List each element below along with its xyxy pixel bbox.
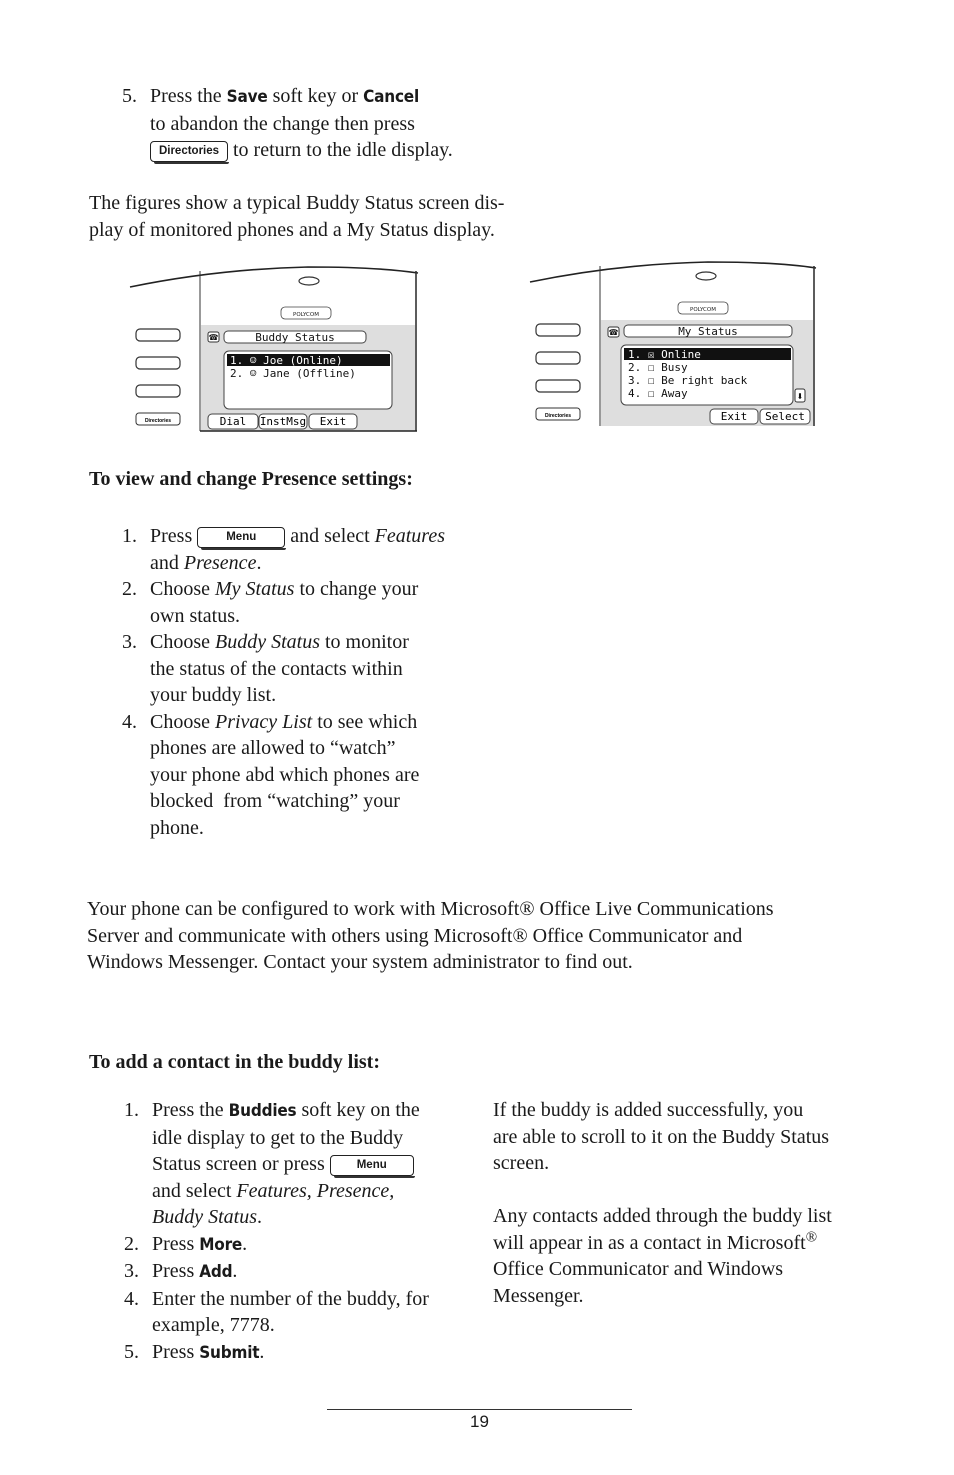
text: Privacy List — [215, 710, 313, 733]
list-item — [122, 629, 482, 656]
list-number: 1. — [124, 1099, 139, 1121]
text: to change your — [294, 578, 419, 600]
directories-key-icon: Directories — [150, 141, 228, 162]
text: Status screen or press — [152, 1153, 330, 1175]
text: Press — [152, 1260, 200, 1282]
list-item — [122, 576, 482, 603]
select-softkey: Select — [765, 410, 805, 423]
more-softkey-label: More — [199, 1234, 243, 1255]
list-number: 5. — [122, 85, 137, 107]
text: Press — [152, 1232, 200, 1255]
text: My Status — [215, 578, 295, 600]
list-item — [124, 1231, 474, 1259]
text: Messenger. — [493, 1284, 584, 1307]
step-5 — [122, 83, 542, 164]
directories-key: Directories — [544, 413, 572, 419]
text: and — [150, 551, 184, 574]
text: Presence — [183, 551, 257, 574]
text: will appear in as a contact in Microsoft — [493, 1231, 806, 1254]
status-row-1: 1. ☒ Online — [628, 348, 701, 361]
scroll-down-icon: ⬇ — [796, 392, 804, 401]
text: . — [256, 551, 262, 574]
list-number: 4. — [124, 1287, 139, 1310]
screen-title: Buddy Status — [255, 331, 335, 344]
microsoft-paragraph — [87, 896, 867, 976]
text: Buddy Status — [152, 1206, 257, 1228]
list-item — [122, 709, 482, 736]
status-row-3: 3. ☐ Be right back — [628, 374, 748, 387]
text: Press — [150, 525, 198, 547]
text: Press the — [150, 85, 227, 107]
text: Any contacts added through the buddy list — [493, 1205, 832, 1227]
status-row-2: 2. ☐ Busy — [628, 361, 688, 374]
text: Office Communicator and Windows — [493, 1258, 784, 1280]
save-softkey-label: Save — [226, 87, 268, 107]
text: are able to scroll to it on the Buddy Status — [493, 1125, 830, 1148]
text: phone. — [150, 816, 204, 839]
text: The figures show a typical Buddy Status screen dis- — [89, 192, 505, 214]
text: Buddy Status — [215, 631, 320, 653]
text: Press the — [152, 1099, 229, 1121]
menu-key-icon: Menu — [330, 1155, 414, 1176]
submit-softkey-label: Submit — [199, 1342, 260, 1363]
text: Choose — [150, 631, 215, 653]
text: your phone abd which phones are — [150, 763, 420, 786]
text: screen. — [493, 1152, 550, 1174]
text: the status of the contacts within — [150, 657, 403, 680]
text: blocked from “watching” your — [150, 790, 400, 812]
list-item — [124, 1097, 474, 1125]
buddy-row-1: 1. ☺ Joe (Online) — [230, 354, 343, 367]
status-row-4: 4. ☐ Away — [628, 387, 688, 400]
buddy-right-column — [493, 1097, 873, 1309]
text: Features — [374, 525, 445, 547]
dial-softkey: Dial — [219, 415, 247, 428]
presence-heading: To view and change Presence settings: — [89, 468, 413, 490]
list-number: 1. — [122, 525, 137, 547]
polycom-logo: POLYCOM — [690, 307, 716, 313]
list-item — [124, 1339, 474, 1367]
text: . — [259, 1340, 265, 1363]
text: Features, Presence, — [236, 1179, 395, 1202]
list-item — [124, 1286, 474, 1313]
text: Server and communicate with others using Microsoft® Office Communicator and — [87, 924, 743, 947]
text: Enter the number of the buddy, for — [152, 1287, 429, 1310]
buddy-heading: To add a contact in the buddy list: — [89, 1051, 380, 1073]
footer-rule — [327, 1409, 632, 1410]
text: own status. — [150, 604, 240, 627]
text: Choose — [150, 710, 215, 733]
list-number: 3. — [122, 631, 137, 653]
my-status-phone-figure — [528, 260, 820, 428]
buddy-status-phone-figure — [128, 265, 420, 433]
add-softkey-label: Add — [199, 1262, 233, 1282]
registered-mark: ® — [805, 1228, 818, 1245]
phone-icon: ☎ — [608, 328, 619, 337]
text: Choose — [150, 578, 215, 600]
text: to abandon the change then press — [150, 112, 415, 135]
text: play of monitored phones and a My Status display. — [89, 218, 495, 241]
intro-paragraph — [89, 190, 559, 243]
text: to return to the idle display. — [233, 139, 453, 161]
text: example, 7778. — [152, 1314, 275, 1336]
text: Your phone can be configured to work with Microsoft® Office Live Communications — [87, 898, 774, 920]
buddies-softkey-label: Buddies — [228, 1101, 297, 1121]
cancel-softkey-label: Cancel — [363, 87, 420, 107]
list-number: 2. — [122, 578, 137, 600]
menu-key-icon: Menu — [197, 527, 285, 548]
directories-key: Directories — [144, 418, 172, 424]
text: . — [242, 1232, 248, 1255]
list-number: 4. — [122, 710, 137, 733]
buddy-steps — [124, 1097, 474, 1366]
text: . — [257, 1206, 262, 1228]
text: Windows Messenger. Contact your system administrator to find out. — [87, 951, 633, 973]
instmsg-softkey: InstMsg — [259, 415, 307, 428]
text: soft key on the — [296, 1099, 420, 1121]
text: Press — [152, 1340, 200, 1363]
exit-softkey: Exit — [720, 410, 748, 423]
text: . — [232, 1260, 238, 1282]
polycom-logo: POLYCOM — [293, 312, 319, 318]
list-item — [122, 523, 482, 550]
text: and select — [285, 525, 375, 547]
exit-softkey: Exit — [319, 415, 347, 428]
page-number: 19 — [470, 1412, 489, 1431]
list-item — [124, 1258, 474, 1286]
text: and select — [152, 1179, 237, 1202]
buddy-row-2: 2. ☺ Jane (Offline) — [230, 367, 356, 380]
list-number: 5. — [124, 1340, 139, 1363]
list-number: 3. — [124, 1260, 139, 1282]
text: If the buddy is added successfully, you — [493, 1099, 804, 1121]
presence-steps — [122, 523, 482, 841]
text: soft key or — [267, 85, 364, 107]
text: your buddy list. — [150, 684, 277, 706]
text: phones are allowed to “watch” — [150, 737, 396, 759]
text: idle display to get to the Buddy — [152, 1126, 404, 1149]
text: to monitor — [320, 631, 409, 653]
screen-title: My Status — [678, 325, 738, 338]
list-number: 2. — [124, 1232, 139, 1255]
text: to see which — [312, 710, 418, 733]
phone-icon: ☎ — [208, 333, 219, 342]
